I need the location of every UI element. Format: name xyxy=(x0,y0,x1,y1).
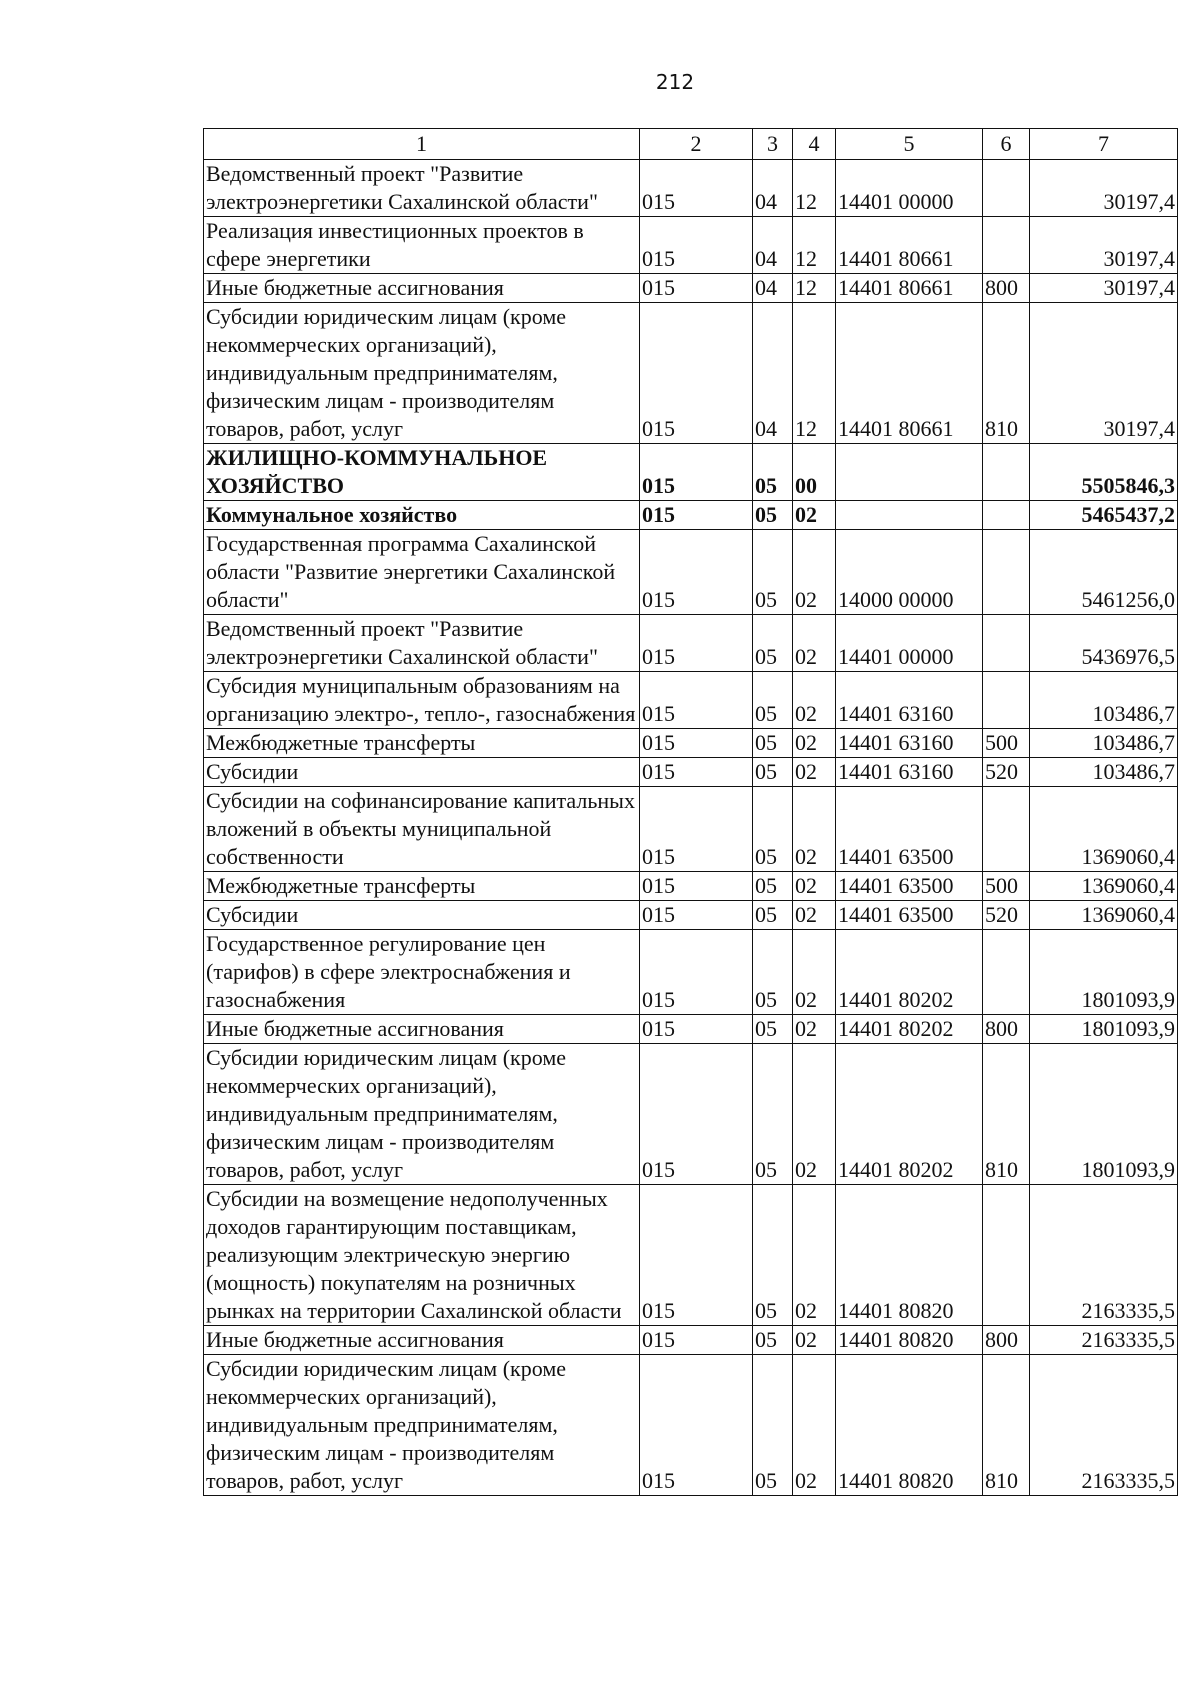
row-col6: 500 xyxy=(983,729,1030,758)
row-col3: 05 xyxy=(753,930,793,1015)
row-col2: 015 xyxy=(640,217,753,274)
row-col3: 05 xyxy=(753,1015,793,1044)
row-col2: 015 xyxy=(640,672,753,729)
table-row xyxy=(204,1326,1178,1355)
table-row xyxy=(204,1355,1178,1496)
row-col7: 103486,7 xyxy=(1030,672,1178,729)
table-row xyxy=(204,530,1178,615)
row-col7: 1369060,4 xyxy=(1030,901,1178,930)
table-row xyxy=(204,672,1178,729)
row-col2: 015 xyxy=(640,1355,753,1496)
row-col5 xyxy=(836,501,983,530)
table-row xyxy=(204,615,1178,672)
table-body xyxy=(204,160,1178,1496)
row-name: Межбюджетные трансферты xyxy=(204,872,640,901)
row-col4: 00 xyxy=(793,444,836,501)
table-row xyxy=(204,901,1178,930)
row-col5: 14401 80202 xyxy=(836,930,983,1015)
row-col5: 14401 63160 xyxy=(836,729,983,758)
row-col5: 14401 00000 xyxy=(836,160,983,217)
row-col7: 1801093,9 xyxy=(1030,930,1178,1015)
row-col7: 5505846,3 xyxy=(1030,444,1178,501)
row-col3: 05 xyxy=(753,672,793,729)
row-col5: 14401 63500 xyxy=(836,872,983,901)
row-col6 xyxy=(983,501,1030,530)
row-col5: 14401 63500 xyxy=(836,787,983,872)
row-col7: 2163335,5 xyxy=(1030,1355,1178,1496)
row-col2: 015 xyxy=(640,787,753,872)
row-col5: 14401 80820 xyxy=(836,1355,983,1496)
row-name: Государственная программа Сахалинской области "Развитие энергетики Сахалинской области" xyxy=(204,530,640,615)
row-col6 xyxy=(983,160,1030,217)
row-col2: 015 xyxy=(640,872,753,901)
row-col2: 015 xyxy=(640,530,753,615)
row-col5: 14401 80661 xyxy=(836,274,983,303)
row-col6: 810 xyxy=(983,1355,1030,1496)
row-col3: 05 xyxy=(753,758,793,787)
row-col6: 500 xyxy=(983,872,1030,901)
row-col5: 14401 80202 xyxy=(836,1044,983,1185)
row-col3: 04 xyxy=(753,303,793,444)
row-name: Ведомственный проект "Развитие электроэнергетики Сахалинской области" xyxy=(204,615,640,672)
row-name: Иные бюджетные ассигнования xyxy=(204,274,640,303)
table-row xyxy=(204,930,1178,1015)
table-row xyxy=(204,274,1178,303)
table-row xyxy=(204,501,1178,530)
row-col2: 015 xyxy=(640,1185,753,1326)
row-col6 xyxy=(983,444,1030,501)
row-col4: 12 xyxy=(793,217,836,274)
row-col6: 520 xyxy=(983,758,1030,787)
row-col4: 02 xyxy=(793,930,836,1015)
table-row xyxy=(204,160,1178,217)
row-col5 xyxy=(836,444,983,501)
table-row xyxy=(204,303,1178,444)
row-col4: 02 xyxy=(793,1326,836,1355)
row-name: Ведомственный проект "Развитие электроэнергетики Сахалинской области" xyxy=(204,160,640,217)
row-col7: 5465437,2 xyxy=(1030,501,1178,530)
row-col2: 015 xyxy=(640,930,753,1015)
row-col5: 14401 80820 xyxy=(836,1326,983,1355)
table-row xyxy=(204,217,1178,274)
row-name: ЖИЛИЩНО-КОММУНАЛЬНОЕ ХОЗЯЙСТВО xyxy=(204,444,640,501)
table-row xyxy=(204,872,1178,901)
row-name: Межбюджетные трансферты xyxy=(204,729,640,758)
row-col7: 1801093,9 xyxy=(1030,1044,1178,1185)
row-col6 xyxy=(983,615,1030,672)
row-col4: 02 xyxy=(793,901,836,930)
row-col4: 02 xyxy=(793,787,836,872)
row-name: Коммунальное хозяйство xyxy=(204,501,640,530)
row-name: Субсидии на возмещение недополученных доходов гарантирующим поставщикам, реализующим электрическую энергию (мощность) покупателям на розничных рынках на территории Сахалинской области xyxy=(204,1185,640,1326)
row-col6: 800 xyxy=(983,1015,1030,1044)
row-col4: 12 xyxy=(793,303,836,444)
row-name: Иные бюджетные ассигнования xyxy=(204,1326,640,1355)
row-col2: 015 xyxy=(640,615,753,672)
row-col6: 810 xyxy=(983,303,1030,444)
row-col3: 04 xyxy=(753,160,793,217)
row-col6: 810 xyxy=(983,1044,1030,1185)
row-col3: 05 xyxy=(753,872,793,901)
row-col6 xyxy=(983,530,1030,615)
row-col3: 04 xyxy=(753,217,793,274)
row-col2: 015 xyxy=(640,1015,753,1044)
row-col4: 12 xyxy=(793,160,836,217)
row-col6: 520 xyxy=(983,901,1030,930)
column-header-6: 6 xyxy=(983,129,1030,160)
row-col6 xyxy=(983,1185,1030,1326)
budget-table xyxy=(203,128,1178,1496)
column-header-5: 5 xyxy=(836,129,983,160)
row-col2: 015 xyxy=(640,501,753,530)
row-col6: 800 xyxy=(983,274,1030,303)
row-col3: 05 xyxy=(753,1355,793,1496)
row-col7: 1801093,9 xyxy=(1030,1015,1178,1044)
row-col7: 30197,4 xyxy=(1030,160,1178,217)
row-col5: 14401 63160 xyxy=(836,672,983,729)
row-name: Государственное регулирование цен (тарифов) в сфере электроснабжения и газоснабжения xyxy=(204,930,640,1015)
row-col4: 02 xyxy=(793,1185,836,1326)
row-col5: 14401 00000 xyxy=(836,615,983,672)
row-col3: 05 xyxy=(753,615,793,672)
row-col4: 02 xyxy=(793,872,836,901)
table-row xyxy=(204,787,1178,872)
row-col5: 14401 63500 xyxy=(836,901,983,930)
row-col7: 30197,4 xyxy=(1030,303,1178,444)
row-col4: 02 xyxy=(793,1044,836,1185)
row-col2: 015 xyxy=(640,1044,753,1185)
row-col2: 015 xyxy=(640,444,753,501)
row-col4: 02 xyxy=(793,1355,836,1496)
row-col4: 02 xyxy=(793,758,836,787)
column-header-7: 7 xyxy=(1030,129,1178,160)
row-name: Субсидия муниципальным образованиям на организацию электро-, тепло-, газоснабжения xyxy=(204,672,640,729)
row-col4: 02 xyxy=(793,729,836,758)
row-col4: 02 xyxy=(793,501,836,530)
table-row xyxy=(204,729,1178,758)
row-name: Субсидии на софинансирование капитальных вложений в объекты муниципальной собственности xyxy=(204,787,640,872)
row-col3: 05 xyxy=(753,501,793,530)
row-col4: 02 xyxy=(793,1015,836,1044)
row-col2: 015 xyxy=(640,274,753,303)
row-col2: 015 xyxy=(640,729,753,758)
row-col4: 02 xyxy=(793,615,836,672)
row-col5: 14401 80820 xyxy=(836,1185,983,1326)
row-col3: 05 xyxy=(753,787,793,872)
table-row xyxy=(204,1044,1178,1185)
row-col3: 05 xyxy=(753,530,793,615)
row-col7: 30197,4 xyxy=(1030,274,1178,303)
row-col4: 02 xyxy=(793,530,836,615)
row-col5: 14401 80202 xyxy=(836,1015,983,1044)
row-name: Реализация инвестиционных проектов в сфере энергетики xyxy=(204,217,640,274)
column-header-2: 2 xyxy=(640,129,753,160)
row-name: Иные бюджетные ассигнования xyxy=(204,1015,640,1044)
row-col7: 5461256,0 xyxy=(1030,530,1178,615)
row-col3: 05 xyxy=(753,1326,793,1355)
row-col3: 05 xyxy=(753,729,793,758)
row-col3: 05 xyxy=(753,901,793,930)
row-col4: 12 xyxy=(793,274,836,303)
row-col2: 015 xyxy=(640,1326,753,1355)
row-col5: 14401 63160 xyxy=(836,758,983,787)
row-name: Субсидии юридическим лицам (кроме некоммерческих организаций), индивидуальным предпринимателям, физическим лицам - производителям товаров, работ, услуг xyxy=(204,1355,640,1496)
column-header-4: 4 xyxy=(793,129,836,160)
row-col6: 800 xyxy=(983,1326,1030,1355)
row-col2: 015 xyxy=(640,303,753,444)
row-col4: 02 xyxy=(793,672,836,729)
row-col7: 5436976,5 xyxy=(1030,615,1178,672)
row-col3: 05 xyxy=(753,1044,793,1185)
row-col5: 14401 80661 xyxy=(836,217,983,274)
row-col7: 103486,7 xyxy=(1030,729,1178,758)
table-row xyxy=(204,1015,1178,1044)
row-name: Субсидии юридическим лицам (кроме некоммерческих организаций), индивидуальным предпринимателям, физическим лицам - производителям товаров, работ, услуг xyxy=(204,1044,640,1185)
row-col3: 05 xyxy=(753,444,793,501)
row-col3: 05 xyxy=(753,1185,793,1326)
table-row xyxy=(204,444,1178,501)
row-name: Субсидии xyxy=(204,901,640,930)
row-col2: 015 xyxy=(640,901,753,930)
row-col7: 30197,4 xyxy=(1030,217,1178,274)
row-name: Субсидии xyxy=(204,758,640,787)
row-col6 xyxy=(983,217,1030,274)
row-col6 xyxy=(983,672,1030,729)
header-row xyxy=(204,129,1178,160)
row-col5: 14000 00000 xyxy=(836,530,983,615)
row-col7: 1369060,4 xyxy=(1030,872,1178,901)
row-col2: 015 xyxy=(640,160,753,217)
row-col5: 14401 80661 xyxy=(836,303,983,444)
row-col7: 2163335,5 xyxy=(1030,1185,1178,1326)
row-col6 xyxy=(983,930,1030,1015)
page-number: 212 xyxy=(655,70,695,94)
row-col3: 04 xyxy=(753,274,793,303)
row-col7: 2163335,5 xyxy=(1030,1326,1178,1355)
row-col7: 103486,7 xyxy=(1030,758,1178,787)
table-row xyxy=(204,1185,1178,1326)
table-row xyxy=(204,758,1178,787)
column-header-3: 3 xyxy=(753,129,793,160)
row-col2: 015 xyxy=(640,758,753,787)
column-header-1: 1 xyxy=(204,129,640,160)
row-col6 xyxy=(983,787,1030,872)
row-col7: 1369060,4 xyxy=(1030,787,1178,872)
row-name: Субсидии юридическим лицам (кроме некоммерческих организаций), индивидуальным предпринимателям, физическим лицам - производителям товаров, работ, услуг xyxy=(204,303,640,444)
